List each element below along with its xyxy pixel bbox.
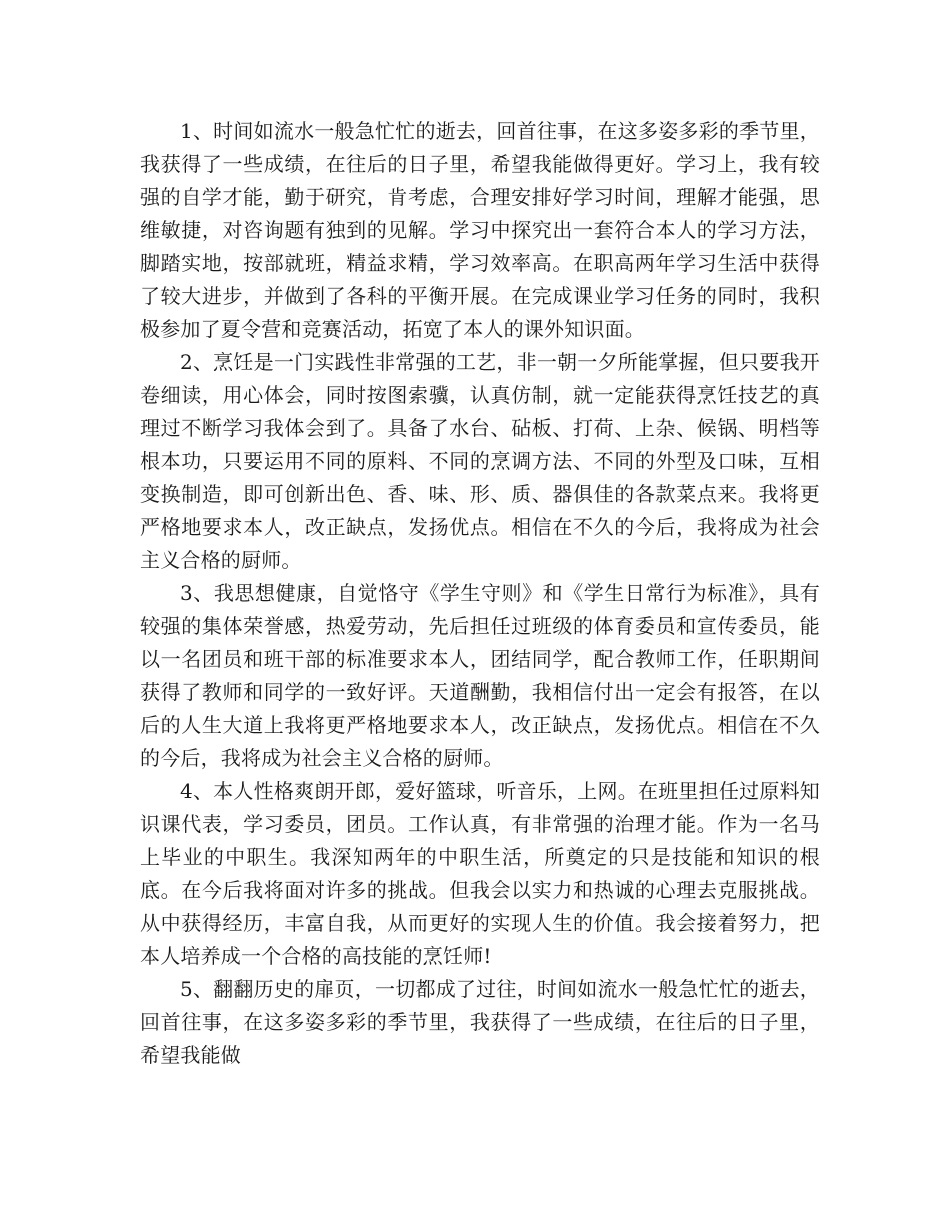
- paragraph-3: 3、我思想健康，自觉恪守《学生守则》和《学生日常行为标准》，具有较强的集体荣誉感，热爱劳动，先后担任过班级的体育委员和宣传委员，能以一名团员和班干部的标准要求本人，团结同学，配合教师工作，任职期间获得了教师和同学的一致好评。天道酬勤，我相信付出一定会有报答，在以后的人生大道上我将更严格地要求本人，改正缺点，发扬优点。相信在不久的今后，我将成为社会主义合格的厨师。: [140, 581, 820, 770]
- document-body: [140, 115, 820, 1072]
- paragraph-5: 5、翻翻历史的扉页，一切都成了过往，时间如流水一般急忙忙的逝去，回首往事，在这多姿多彩的季节里，我获得了一些成绩，在往后的日子里，希望我能做: [140, 977, 820, 1067]
- paragraph-1: 1、时间如流水一般急忙忙的逝去，回首往事，在这多姿多彩的季节里，我获得了一些成绩，在往后的日子里，希望我能做得更好。学习上，我有较强的自学才能，勤于研究，肯考虑，合理安排好学习时间，理解才能强，思维敏捷，对咨询题有独到的见解。学习中探究出一套符合本人的学习方法，脚踏实地，按部就班，精益求精，学习效率高。在职高两年学习生活中获得了较大进步，并做到了各科的平衡开展。在完成课业学习任务的同时，我积极参加了夏令营和竞赛活动，拓宽了本人的课外知识面。: [140, 119, 820, 341]
- paragraph-4: 4、本人性格爽朗开郎，爱好篮球，听音乐，上网。在班里担任过原料知识课代表，学习委员，团员。工作认真，有非常强的治理才能。作为一名马上毕业的中职生。我深知两年的中职生活，所奠定的只是技能和知识的根底。在今后我将面对许多的挑战。但我会以实力和热诚的心理去克服挑战。从中获得经历，丰富自我，从而更好的实现人生的价值。我会接着努力，把本人培养成一个合格的高技能的烹饪师!: [140, 779, 820, 968]
- paragraph-2: 2、烹饪是一门实践性非常强的工艺，非一朝一夕所能掌握，但只要我开卷细读，用心体会，同时按图索骥，认真仿制，就一定能获得烹饪技艺的真理过不断学习我体会到了。具备了水台、砧板、打荷、上杂、候锅、明档等根本功，只要运用不同的原料、不同的烹调方法、不同的外型及口味，互相变换制造，即可创新出色、香、味、形、质、器俱佳的各款菜点来。我将更严格地要求本人，改正缺点，发扬优点。相信在不久的今后，我将成为社会主义合格的厨师。: [140, 350, 820, 572]
